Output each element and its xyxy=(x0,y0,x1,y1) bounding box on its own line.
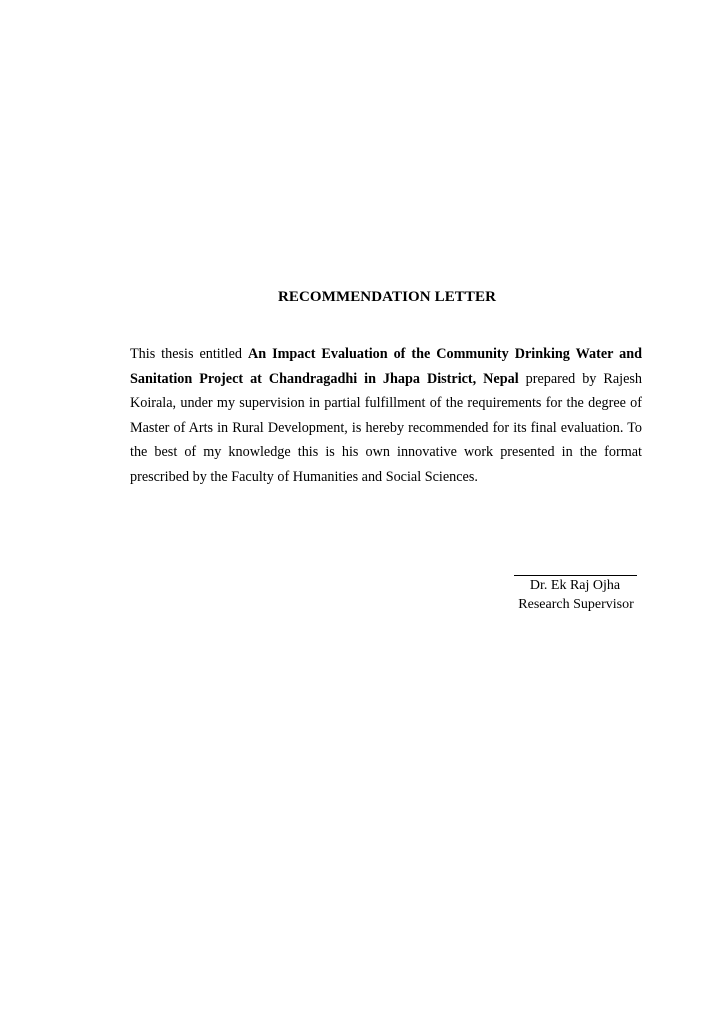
supervisor-name: Dr. Ek Raj Ojha xyxy=(529,578,621,593)
page-title: RECOMMENDATION LETTER xyxy=(277,289,497,305)
paragraph-intro: This thesis entitled xyxy=(130,346,248,362)
recommendation-paragraph xyxy=(130,342,642,489)
supervisor-role: Research Supervisor xyxy=(518,597,634,612)
signature-line xyxy=(514,575,637,576)
paragraph-body: prepared by Rajesh Koirala, under my supervision in partial fulfillment of the requirements for the degree of Master of Arts in Rural Development, is hereby recommended for its final evaluation. To the best of my knowledge this is his own innovative work presented in the format prescribed by the Faculty of Humanities and Social Sciences. xyxy=(130,370,642,485)
thesis-title: An Impact Evaluation of the Community Drinking Water and Sanitation Project at Chandragadhi in Jhapa District, Nepal xyxy=(130,346,643,387)
